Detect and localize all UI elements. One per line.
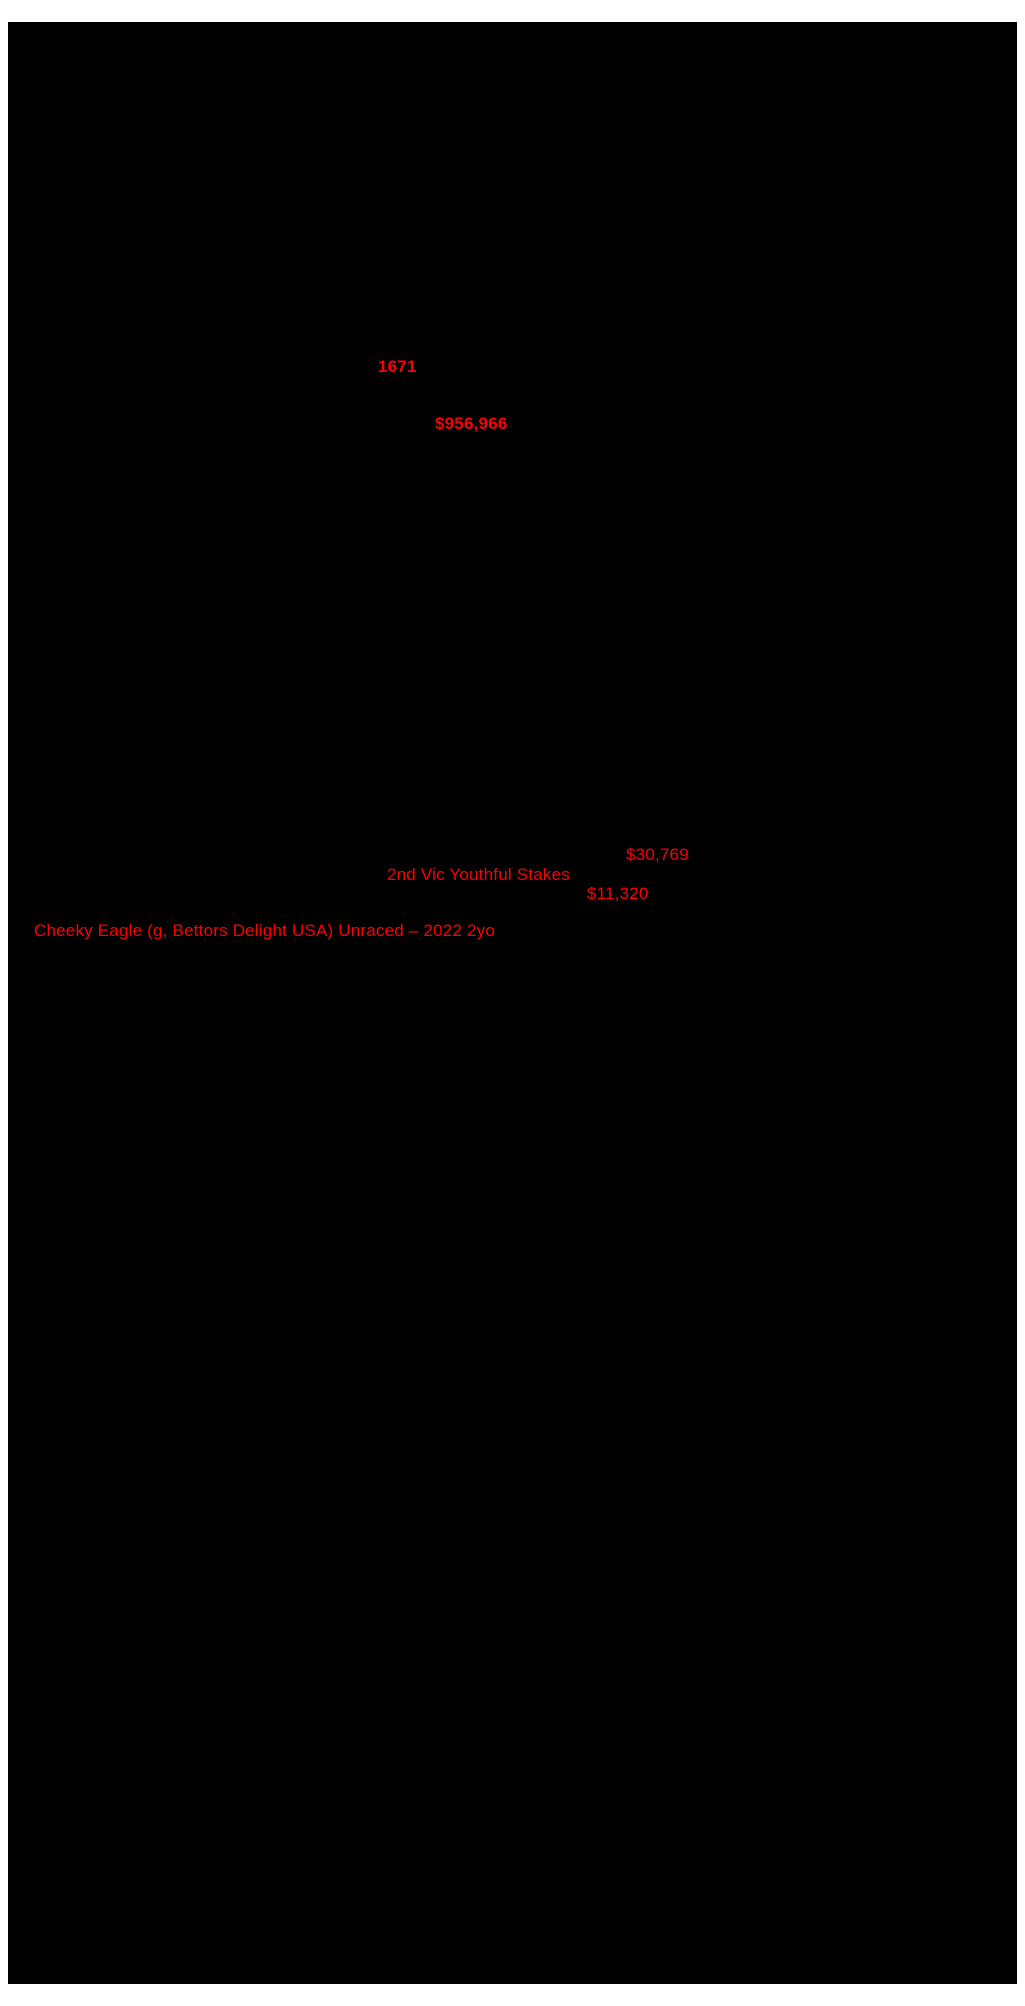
horse-entry-text: Cheeky Eagle (g, Bettors Delight USA) Unraced – 2022 2yo — [34, 921, 495, 940]
total-earnings-text: $956,966 — [435, 414, 508, 433]
amount-upper-text: $30,769 — [626, 845, 689, 864]
starts-count-text: 1671 — [378, 357, 417, 376]
amount-lower-text: $11,320 — [587, 884, 649, 903]
black-content-panel — [8, 22, 1017, 1984]
race-placing-text: 2nd Vic Youthful Stakes — [387, 865, 570, 884]
